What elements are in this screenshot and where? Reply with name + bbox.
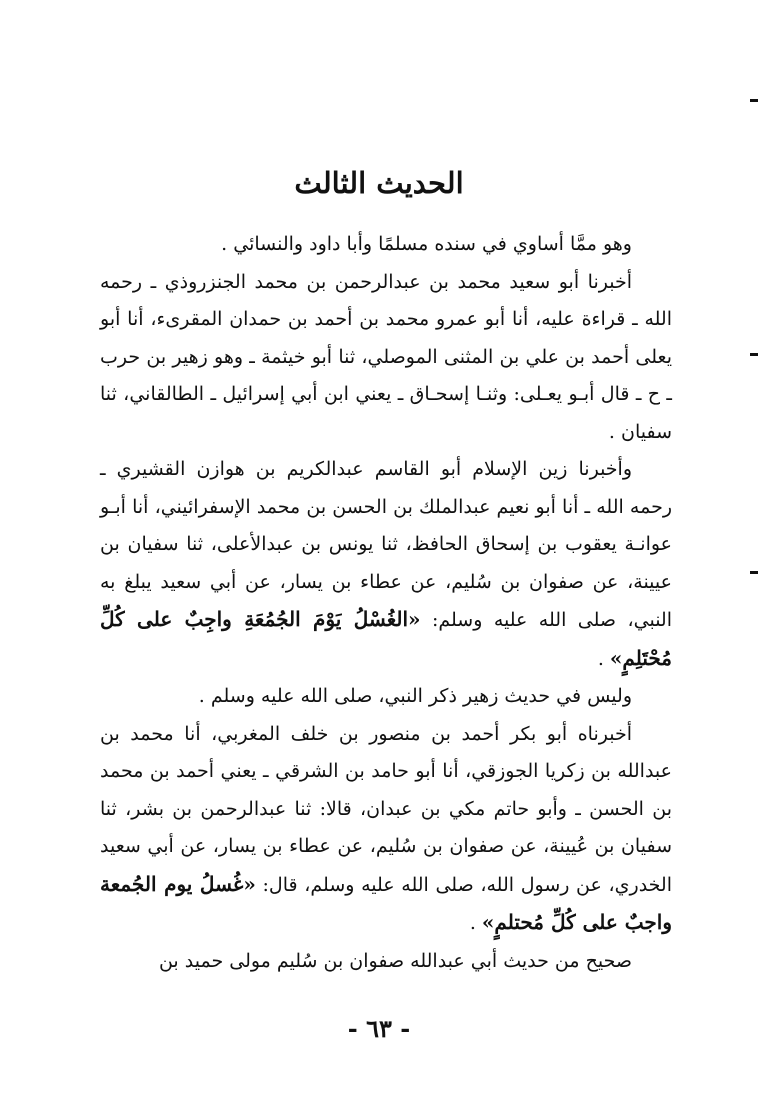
paragraph-text: . [597, 647, 610, 670]
paragraph [100, 226, 672, 264]
paragraph-text: وليس في حديث زهير ذكر النبي، صلى الله عليه وسلم . [198, 685, 632, 707]
paragraph [100, 264, 672, 452]
paragraph-text: أخبرنا أبو سعيد محمد بن عبدالرحمن بن محمد الجنزروذي ـ رحمه الله ـ قراءة عليه، أنا أبو عمرو محمد بن أحمد بن حمدان المقرىء، أنا أبو يعلى أحمد بن علي بن المثنى الموصلي، ثنا أبو خيثمة ـ وهو زهير بن حرب ـ ح ـ قال أبـو يعـلى: وثنـا إسحـاق ـ يعني ابن أبي إسرائيل ـ الطالقاني، ثنا سفيان . [100, 270, 672, 443]
paragraph [100, 451, 672, 678]
paragraph [100, 716, 672, 943]
paragraph-text: وهو ممَّا أساوي في سنده مسلمًا وأبا داود والنسائي . [221, 233, 632, 255]
body-text [100, 226, 672, 980]
paragraph [100, 943, 672, 981]
page-edge-mark [750, 99, 758, 102]
hadith-text: «غُسلُ يوم الجُمعة واجبٌ على كُلِّ مُحتلمٍ» [100, 871, 672, 934]
paragraph-text: . [469, 912, 482, 934]
page-number: - ٦٣ - [347, 1014, 411, 1043]
page-edge-mark [750, 353, 758, 356]
paragraph-text: وأخبرنا زين الإسلام أبو القاسم عبدالكريم بن هوازن القشيري ـ رحمه الله ـ أنا أبو نعيم عبدالملك بن الحسن بن محمد الإسفرائيني، أنا أبـو عوانـة يعقوب بن إسحاق الحافظ، ثنا يونس بن عبدالأعلى، ثنا سفيان بن عيينة، عن صفوان بن سُليم، عن عطاء بن يسار، عن أبي سعيد يبلغ به النبي، صلى الله عليه وسلم: [100, 458, 672, 631]
paragraph-text: صحيح من حديث أبي عبدالله صفوان بن سُليم مولى حميد بن [158, 949, 632, 972]
page-edge-mark [750, 571, 758, 574]
paragraph [100, 678, 672, 716]
hadith-text: «الغُسْلُ يَوْمَ الجُمُعَةِ واجِبٌ على كُلِّ مُحْتَلِمٍ» [100, 607, 672, 670]
paragraph-text: أخبرناه أبو بكر أحمد بن منصور بن خلف المغربي، أنا محمد بن عبدالله بن زكريا الجوزقي، أنا أبو حامد بن الشرقي ـ يعني أحمد بن محمد بن الحسن ـ وأبو حاتم مكي بن عبدان، قالا: ثنا عبدالرحمن بن بشر، ثنا سفيان بن عُيينة، عن صفوان بن سُليم، عن عطاء بن يسار، عن أبي سعيد الخدري، عن رسول الله، صلى الله عليه وسلم، قال: [100, 722, 673, 896]
chapter-heading: الحديث الثالث [294, 166, 464, 200]
